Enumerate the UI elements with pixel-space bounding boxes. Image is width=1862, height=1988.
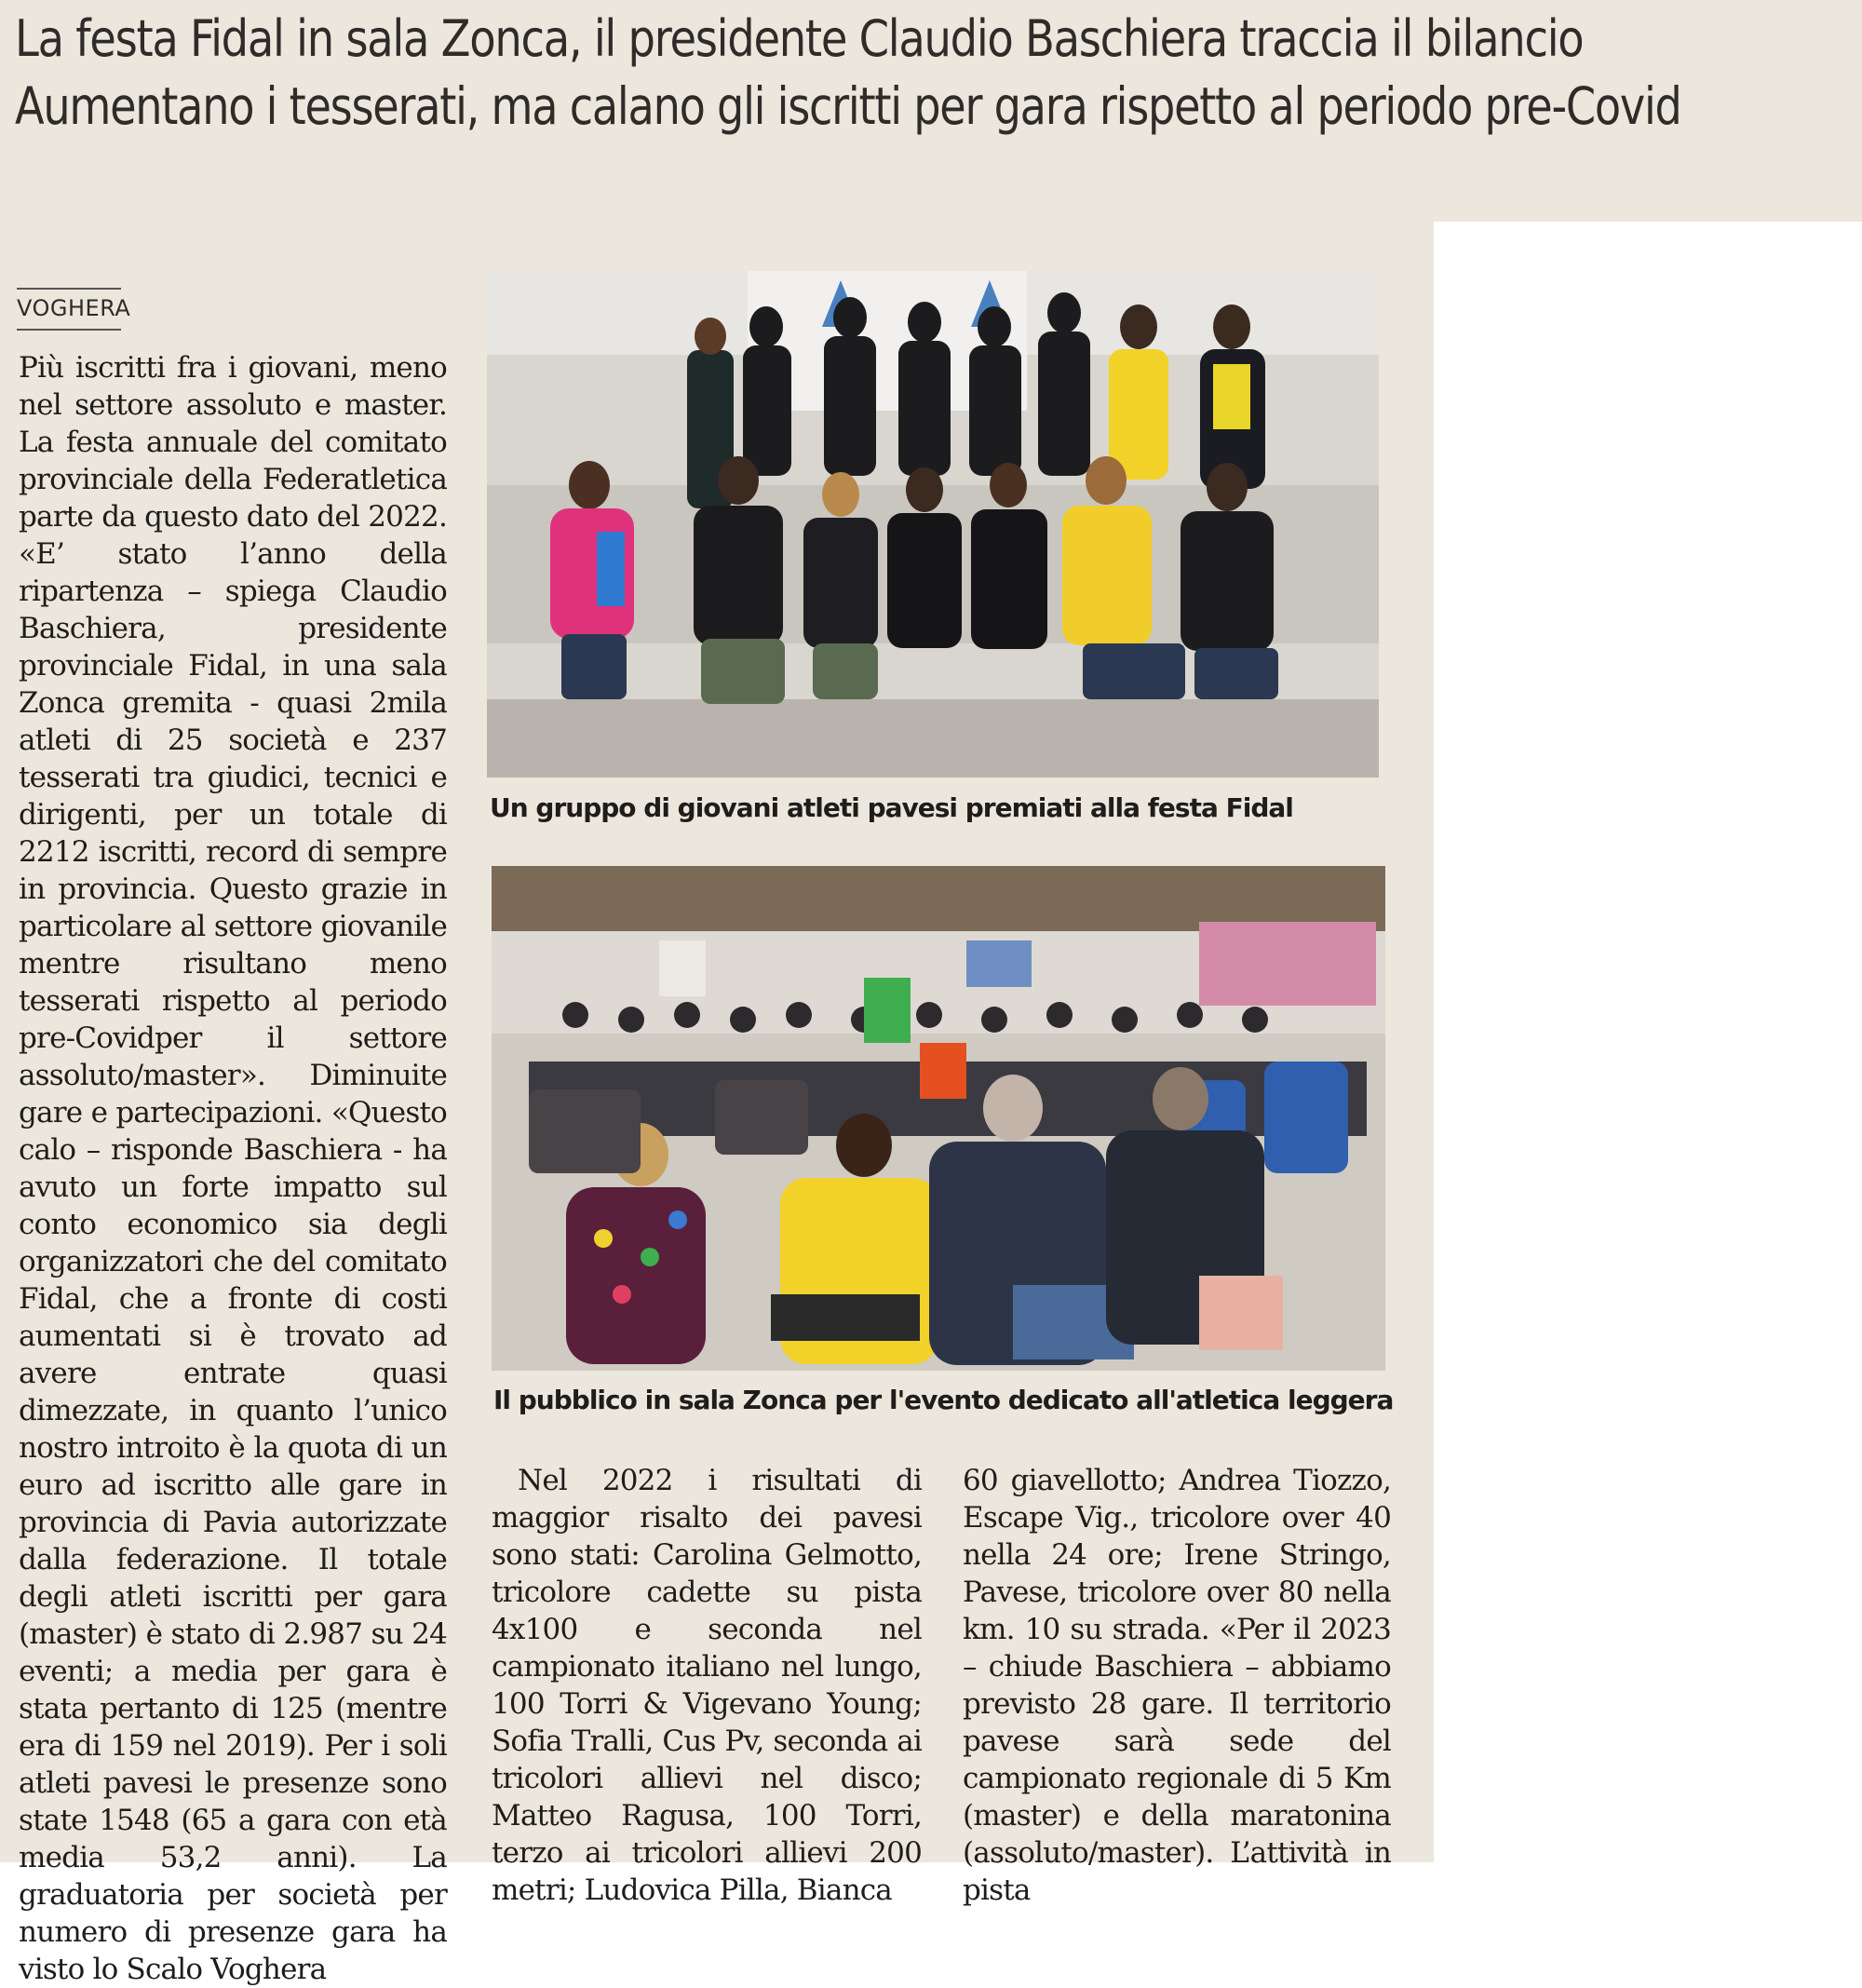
photo-young-athletes [487,271,1379,778]
group-photo-illustration [487,271,1379,778]
article-column-3: 60 giavellotto; Andrea Tiozzo, Escape Vig., tricolore over 40 nella 24 ore; Irene Stringo, Pavese, tricolore over 80 nella km. 10 su strada. «Per il 2023 – chiude Baschiera – abbiamo previsto 28 gare. Il territorio pavese sarà sede del campionato regionale di 5 Km (master) e della maratonina (assoluto/master). L’attività in pista [963,1464,1391,1907]
headline-line-2: Aumentano i tesserati, ma calano gli iscritti per gara rispetto al periodo pre-Covid [15,76,1681,136]
article-column-2: Nel 2022 i risultati di maggior risalto dei pavesi sono stati: Carolina Gelmotto, tricolore cadette su pista 4x100 e seconda nel campionato italiano nel lungo, 100 Torri & Vigevano Young; Sofia Tralli, Cus Pv, seconda ai tricolori allievi nel disco; Matteo Ragusa, 100 Torri, terzo ai tricolori allievi 200 metri; Ludovica Pilla, Bianca [492,1464,922,1907]
photo-audience [492,866,1385,1371]
headline-line-1: La festa Fidal in sala Zonca, il presidente Claudio Baschiera traccia il bilancio [15,9,1584,68]
photo-caption-1: Un gruppo di giovani atleti pavesi premiati alla festa Fidal [490,792,1293,823]
photo-caption-2: Il pubblico in sala Zonca per l'evento dedicato all'atletica leggera [493,1385,1394,1415]
kicker-location: VOGHERA [17,288,121,331]
audience-photo-illustration [492,866,1385,1371]
article-column-1: Più iscritti fra i giovani, meno nel settore assoluto e master. La festa annuale del comitato provinciale della Federatletica parte da questo dato del 2022. «E’ stato l’anno della ripartenza – spiega Claudio Baschiera, presidente provinciale Fidal, in una sala Zonca gremita - quasi 2mila atleti di 25 società e 237 tesserati tra giudici, tecnici e dirigenti, per un totale di 2212 iscritti, record di sempre in provincia. Questo grazie in particolare al settore giovanile mentre risultano meno tesserati rispetto al periodo pre-Covidper il settore assoluto/master». Diminuite gare e partecipazioni. «Questo calo – risponde Baschiera - ha avuto un forte impatto sul conto economico sia degli organizzatori che del comitato Fidal, che a fronte di costi aumentati si è trovato ad avere entrate quasi dimezzate, in quanto l’unico nostro introito è la quota di un euro ad iscritto alle gare in provincia di Pavia autorizzate dalla federazione. Il totale degli atleti iscritti per gara (master) è stato di 2.987 su 24 eventi; a media per gara è stata pertanto di 125 (mentre era di 159 nel 2019). Per i soli atleti pavesi le presenze sono state 1548 (65 a gara con età media 53,2 anni). La graduatoria per società per numero di presenze gara ha visto lo Scalo Voghera [19,351,447,1986]
